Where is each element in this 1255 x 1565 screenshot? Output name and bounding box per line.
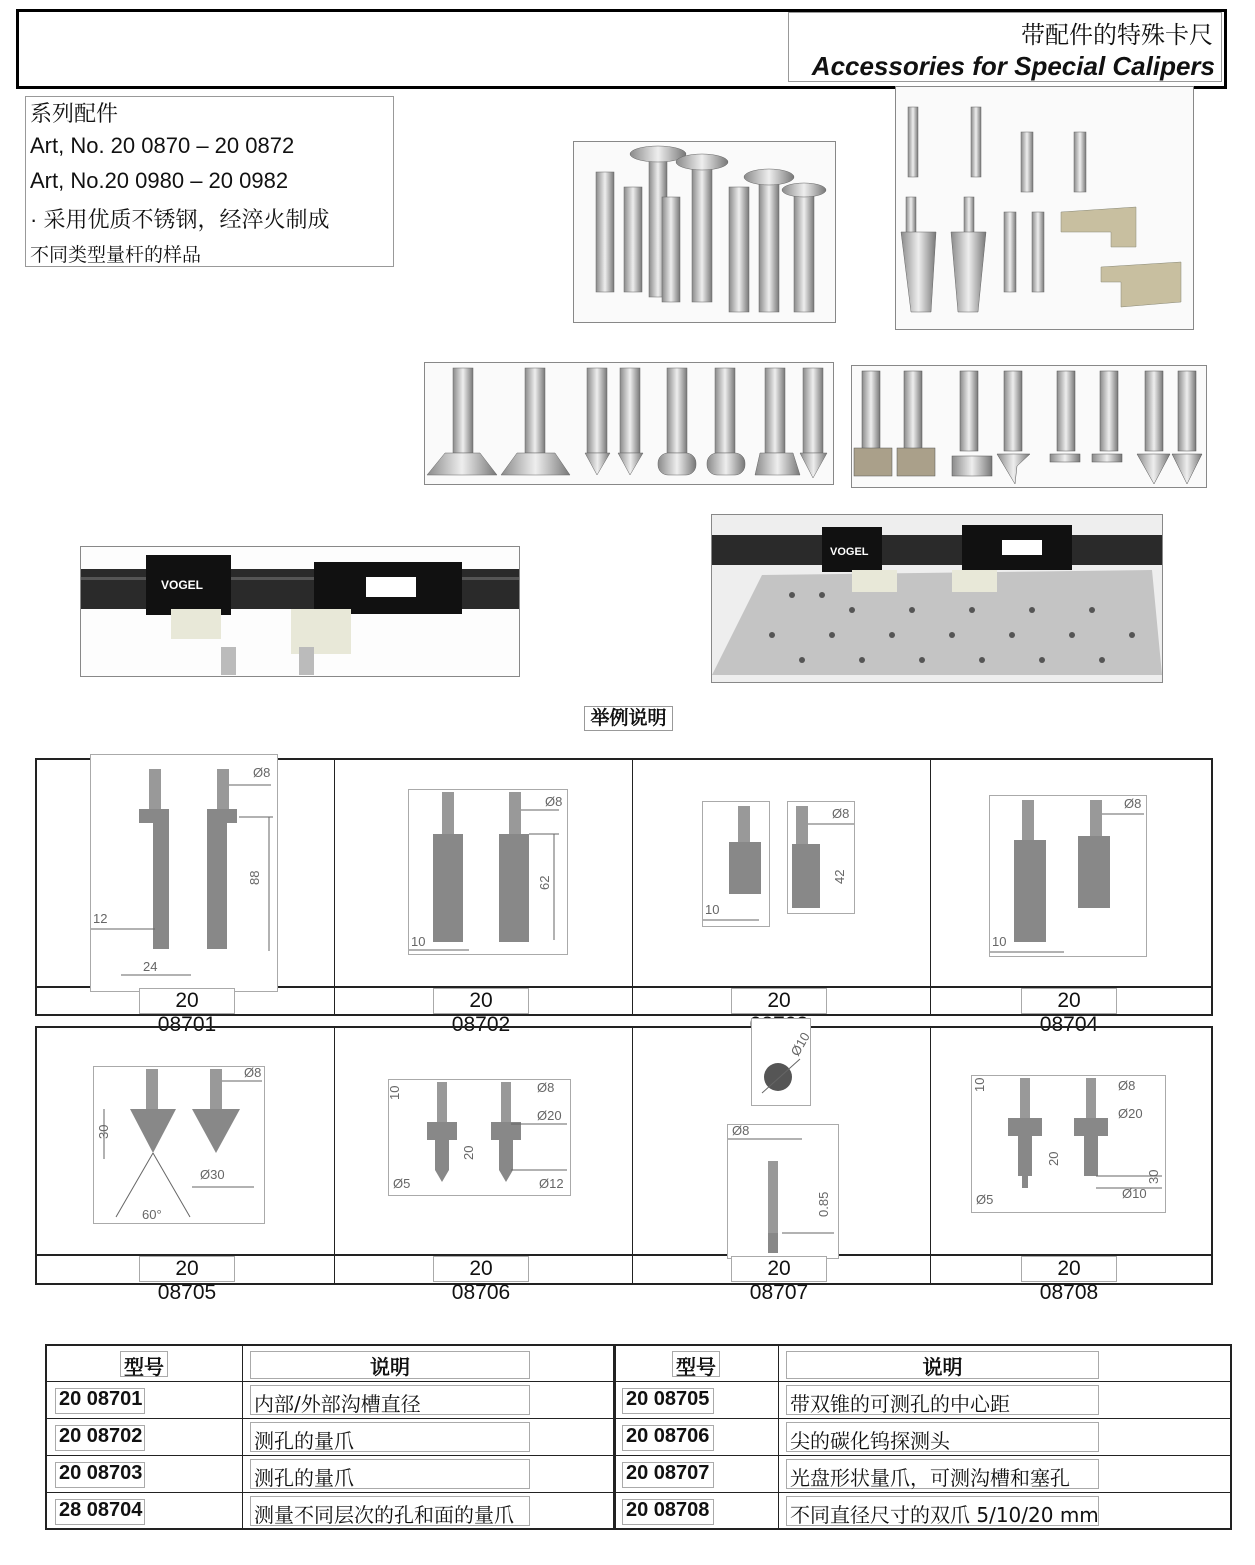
dim-08705-height: 30 xyxy=(96,1124,111,1139)
header-desc-left: 说明 xyxy=(370,1355,410,1379)
example-cell-4 xyxy=(931,760,1213,1036)
dim-08703-diam: Ø8 xyxy=(832,806,850,821)
photo-caliper-1 xyxy=(80,546,520,677)
dim-08703-height: 42 xyxy=(832,869,847,884)
row-3-desc-right: 光盘形状量爪，可测沟槽和塞孔 xyxy=(790,1466,1070,1490)
drawing-08705 xyxy=(93,1066,265,1224)
header-model-left: 型号 xyxy=(124,1355,164,1379)
dim-08708-mid: 20 xyxy=(1046,1151,1061,1166)
row-4-model-left: 28 08704 xyxy=(59,1499,143,1521)
dim-08706-top: 10 xyxy=(387,1085,402,1100)
title-block xyxy=(788,12,1222,82)
example-cell-6 xyxy=(335,1028,633,1304)
drawing-08704 xyxy=(989,795,1147,957)
dim-08702-height: 62 xyxy=(537,875,552,890)
code-08705: 20 08705 xyxy=(139,1256,235,1282)
example-cell-7 xyxy=(633,1028,931,1304)
header-desc-right: 说明 xyxy=(922,1355,963,1379)
header-model-right: 型号 xyxy=(676,1355,716,1379)
row-4-model-right: 20 08708 xyxy=(626,1499,710,1521)
examples-label: 举例说明 xyxy=(584,706,673,731)
dim-08701-a: 12 xyxy=(93,911,108,926)
material-note: · 采用优质不锈钢，经淬火制成 xyxy=(30,207,330,232)
dim-08704-a: 10 xyxy=(992,934,1007,949)
row-4-desc-right: 不同直径尺寸的双爪 5/10/20 mm xyxy=(790,1503,1099,1527)
series-heading: 系列配件 xyxy=(30,101,119,126)
drawing-08707-disc xyxy=(751,1018,811,1106)
dim-08703-a: 10 xyxy=(705,902,720,917)
code-08706: 20 08706 xyxy=(433,1256,529,1282)
row-1-desc-right: 带双锥的可测孔的中心距 xyxy=(790,1392,1010,1416)
photo-tips-row-2 xyxy=(851,365,1207,488)
dim-08705-angle: 60° xyxy=(142,1207,162,1222)
row-3-model-left: 20 08703 xyxy=(59,1462,143,1484)
drawing-08708 xyxy=(971,1075,1166,1213)
drawing-08702 xyxy=(408,789,568,955)
dim-08701-height: 88 xyxy=(247,870,262,885)
row-3-model-right: 20 08707 xyxy=(626,1462,710,1484)
brand-logo-1: VOGEL xyxy=(161,578,204,592)
example-cell-5 xyxy=(37,1028,335,1304)
dim-08708-small: Ø5 xyxy=(976,1192,994,1207)
dim-08705-width: Ø30 xyxy=(200,1167,225,1182)
example-cell-3 xyxy=(633,760,931,1014)
row-2-model-left: 20 08702 xyxy=(59,1425,143,1447)
code-08708: 20 08708 xyxy=(1021,1256,1117,1282)
art-number-1: Art, No. 20 0870 – 20 0872 xyxy=(30,133,295,158)
photo-tips-row-1 xyxy=(424,362,834,485)
photo-jaw-set xyxy=(895,86,1194,330)
row-2-model-right: 20 08706 xyxy=(626,1425,710,1447)
dim-08705-diam: Ø8 xyxy=(244,1065,262,1080)
dim-08707-disc: Ø10 xyxy=(787,1029,813,1059)
dim-08708-top: 10 xyxy=(972,1077,987,1092)
row-2-desc-left: 测孔的量爪 xyxy=(254,1429,354,1453)
dim-08708-tip: Ø10 xyxy=(1122,1186,1147,1201)
code-08703: 20 xyxy=(731,988,827,1014)
dim-08707-diam: Ø8 xyxy=(732,1123,750,1138)
dim-08706-mid: 20 xyxy=(461,1145,476,1160)
sample-note: 不同类型量杆的样品 xyxy=(30,245,202,266)
examples-grid-row-1 xyxy=(35,758,1213,1036)
drawing-08703-right xyxy=(787,801,855,914)
row-1-model-left: 20 08701 xyxy=(59,1388,143,1410)
example-cell-1 xyxy=(37,760,335,1036)
dim-08706-small: Ø5 xyxy=(393,1176,411,1191)
dim-08708-diam: Ø8 xyxy=(1118,1078,1136,1093)
row-3-desc-left: 测孔的量爪 xyxy=(254,1466,354,1490)
row-1-desc-left: 内部/外部沟槽直径 xyxy=(254,1392,421,1416)
row-1-model-right: 20 08705 xyxy=(626,1388,710,1410)
code-08707: 20 08707 xyxy=(731,1256,827,1282)
dim-08708-step: 30 xyxy=(1146,1169,1161,1184)
dim-08706-big: Ø20 xyxy=(537,1108,562,1123)
drawing-08706 xyxy=(388,1079,571,1196)
dim-08702-a: 10 xyxy=(411,934,426,949)
art-number-2: Art, No.20 0980 – 20 0982 xyxy=(30,168,289,193)
dim-08706-diam: Ø8 xyxy=(537,1080,555,1095)
example-cell-8 xyxy=(931,1028,1213,1304)
dim-08706-tip: Ø12 xyxy=(539,1176,564,1191)
row-2-desc-right: 尖的碳化钨探测头 xyxy=(790,1429,950,1453)
dim-08701-diam: Ø8 xyxy=(253,765,271,780)
row-4-desc-left: 测量不同层次的孔和面的量爪 xyxy=(254,1503,514,1527)
title-chinese: 带配件的特殊卡尺 xyxy=(1021,21,1213,49)
title-english: Accessories for Special Calipers xyxy=(811,51,1215,81)
drawing-08701 xyxy=(90,754,278,992)
examples-grid-row-2 xyxy=(35,1026,1213,1304)
code-08702: 20 08702 xyxy=(433,988,529,1014)
code-08704: 20 08704 xyxy=(1021,988,1117,1014)
series-info xyxy=(25,96,394,267)
dim-08704-diam: Ø8 xyxy=(1124,796,1142,811)
photo-caliper-plate xyxy=(711,514,1163,683)
example-cell-2 xyxy=(335,760,633,1036)
dim-08708-big: Ø20 xyxy=(1118,1106,1143,1121)
code-08701: 20 08701 xyxy=(139,988,235,1014)
brand-logo-2: VOGEL xyxy=(830,546,869,558)
model-table xyxy=(45,1344,1232,1530)
dim-08701-b: 24 xyxy=(143,959,158,974)
photo-pin-set xyxy=(573,141,836,323)
dim-08702-diam: Ø8 xyxy=(545,794,563,809)
drawing-08707 xyxy=(727,1124,839,1259)
dim-08707-thickness: 0.85 xyxy=(816,1191,831,1217)
drawing-08703-left xyxy=(702,801,770,927)
